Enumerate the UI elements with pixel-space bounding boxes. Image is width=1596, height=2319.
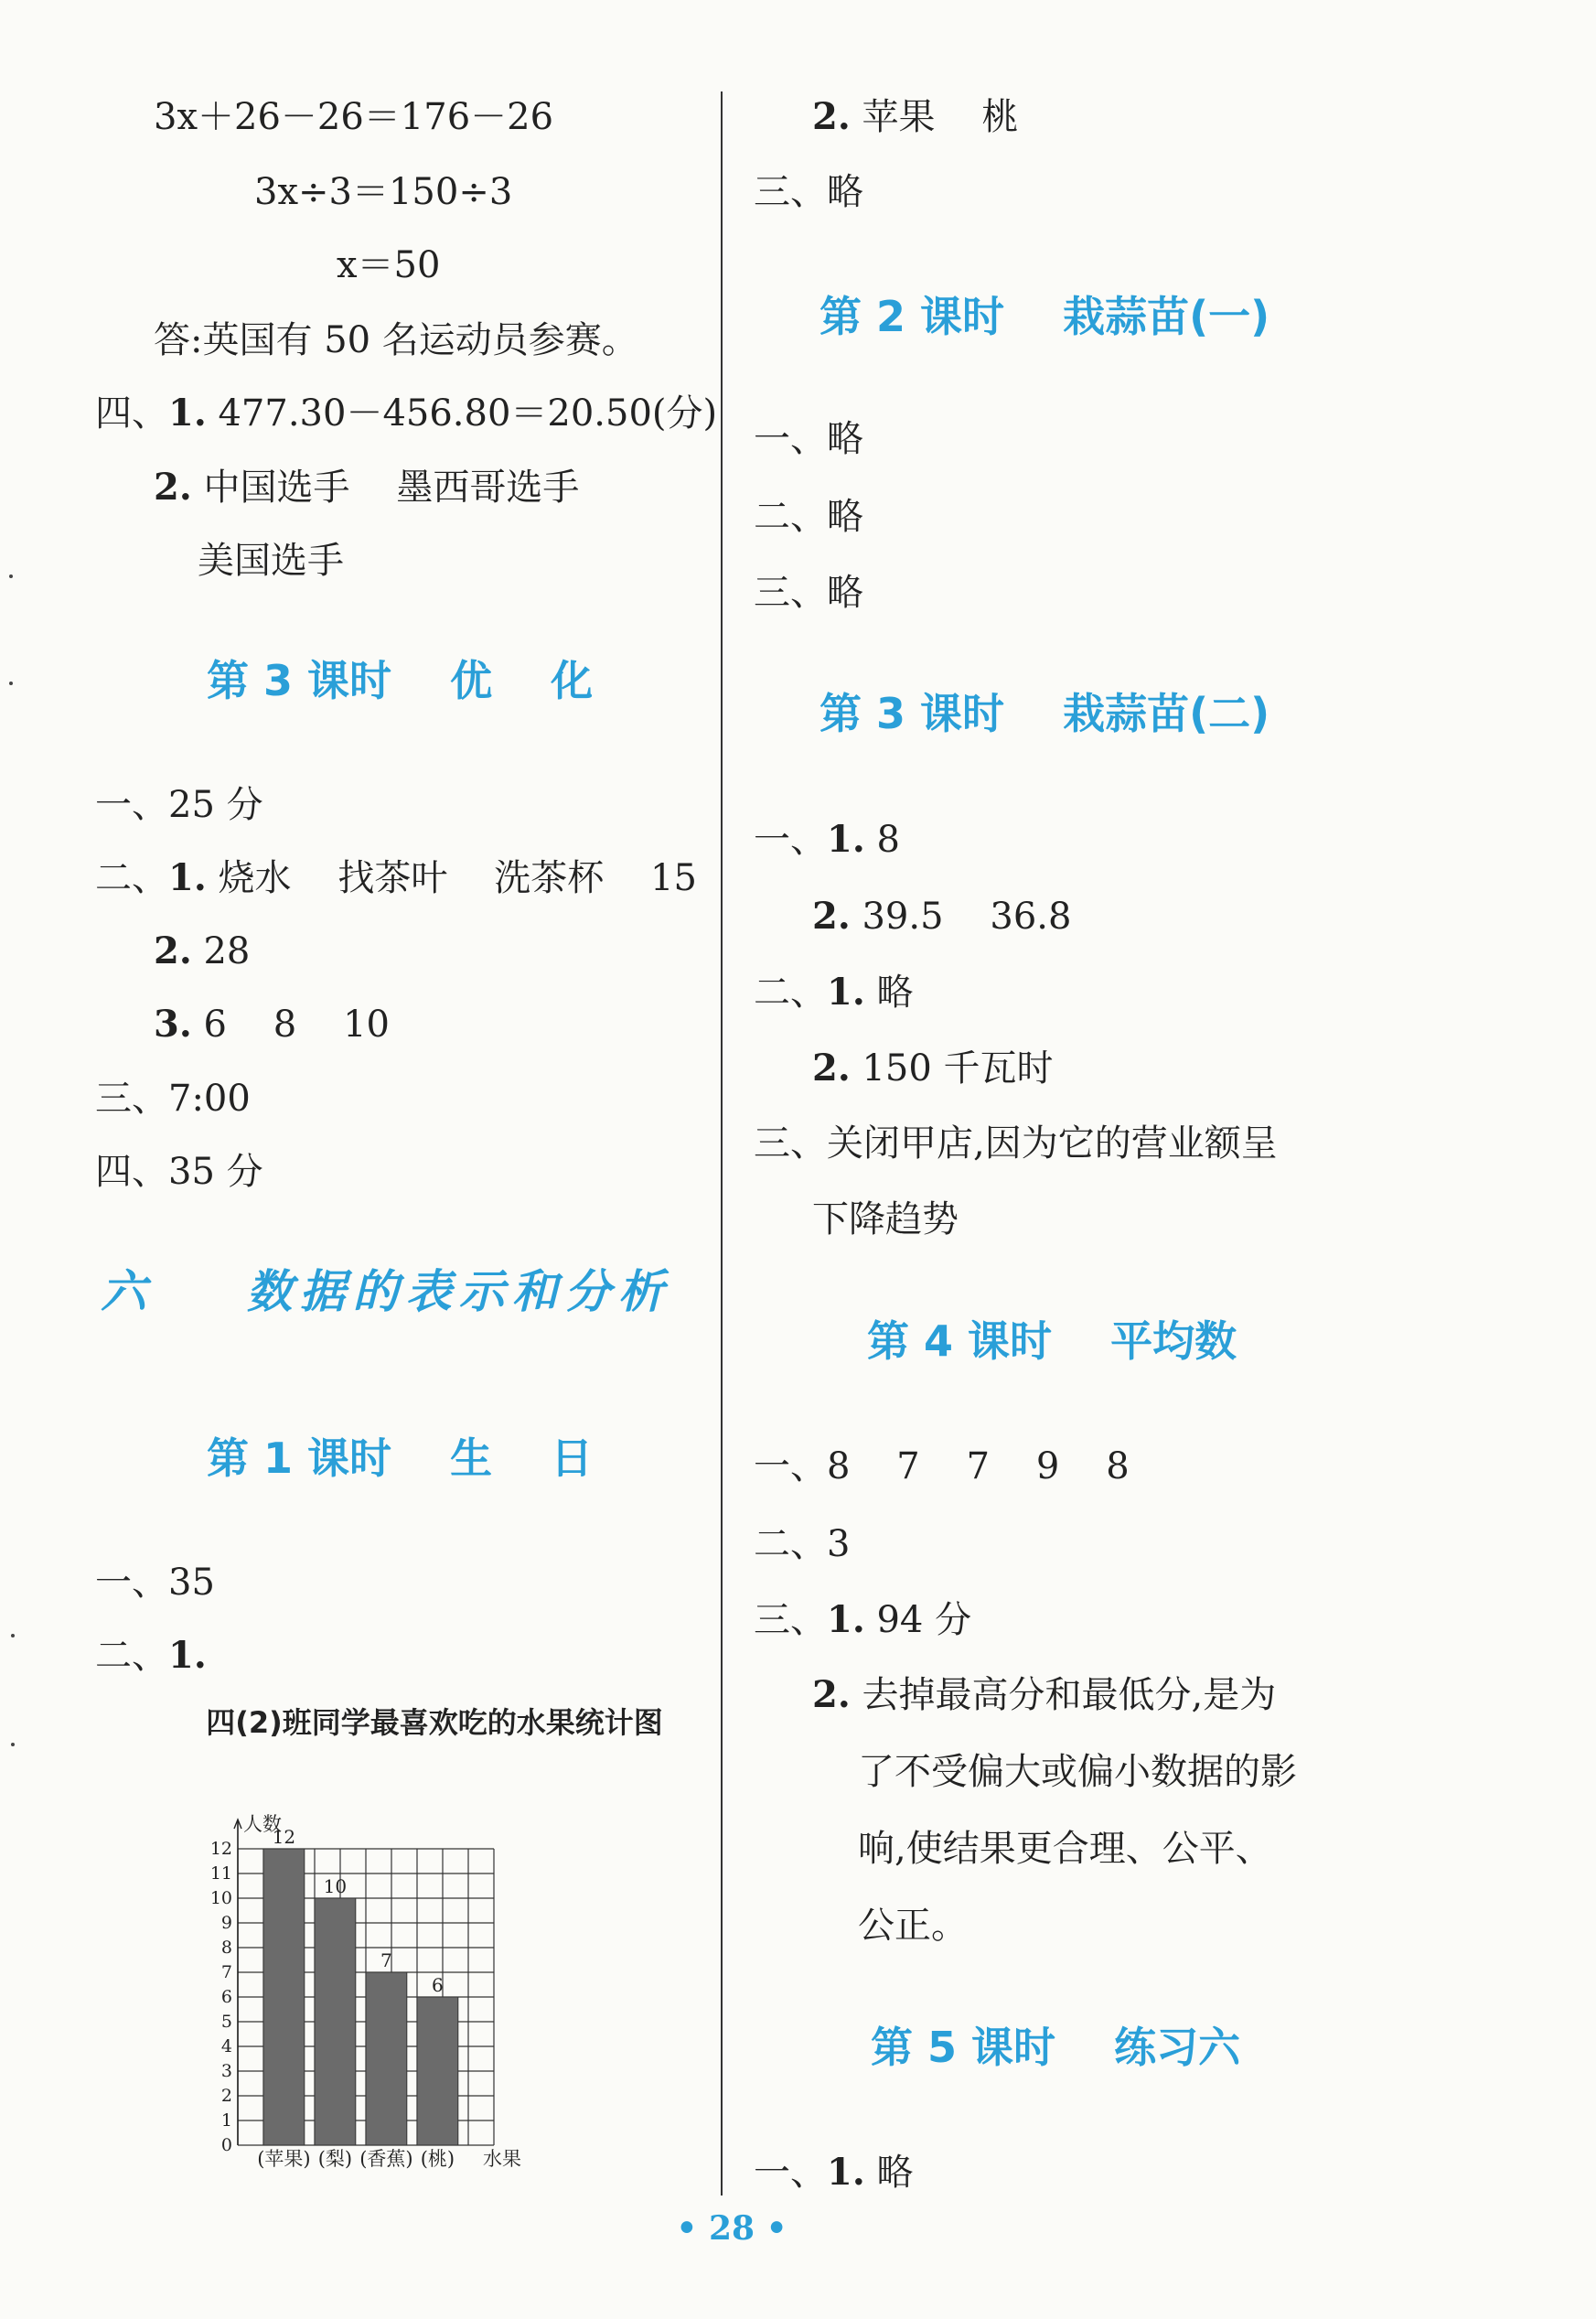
y-tick-label: 7 — [220, 1962, 232, 1982]
bar-chart — [183, 1784, 695, 2177]
equation-1: 3x＋26－26＝176－26 — [154, 96, 554, 138]
item-text: 477.30－456.80＝20.50(分) — [206, 392, 718, 435]
item-number: 2. — [812, 95, 851, 138]
item-text: 94 分 — [864, 1599, 972, 1641]
item-number: 1. — [827, 971, 865, 1014]
y-tick-label: 10 — [209, 1888, 232, 1908]
scan-mark — [9, 574, 13, 578]
l3-answer-4: 四、35 分 — [95, 1151, 263, 1193]
l3-answer-2-1 — [95, 855, 697, 901]
bar-value-label: 10 — [323, 1875, 348, 1897]
item-number: 1. — [168, 392, 207, 435]
y-tick-label: 5 — [220, 2012, 232, 2032]
y-tick-label: 12 — [209, 1839, 232, 1859]
item-prefix: 二、 — [754, 972, 827, 1014]
l2-answer-3: 三、略 — [754, 572, 863, 614]
item-number: 2. — [812, 1673, 851, 1716]
item-number: 1. — [168, 856, 207, 899]
section-6-heading: 六 数据的表示和分析 — [101, 1265, 671, 1318]
bar-value-label: 6 — [432, 1974, 444, 1996]
y-tick-label: 6 — [220, 1987, 232, 2007]
item-prefix: 二、 — [95, 1635, 168, 1677]
l2-answer-1: 一、略 — [754, 418, 863, 460]
item-prefix: 一、 — [754, 2152, 827, 2194]
item-text: 烧水 找茶叶 洗茶杯 15 — [206, 857, 697, 899]
q4-item-2-continued: 美国选手 — [198, 540, 344, 582]
l3-answer-3: 三、7:00 — [95, 1078, 251, 1120]
x-tick-label: (苹果) — [257, 2148, 311, 2170]
bar — [366, 1972, 407, 2145]
l2-answer-2: 二、略 — [754, 496, 863, 538]
l5-answer-1 — [754, 2150, 913, 2196]
item-text: 39.5 36.8 — [850, 896, 1072, 938]
y-tick-label: 11 — [209, 1863, 232, 1884]
item-number: 1. — [827, 2151, 865, 2194]
column-divider — [721, 91, 723, 2196]
item-number: 2. — [154, 466, 192, 509]
bar — [315, 1898, 356, 2145]
item-number: 2. — [812, 895, 851, 938]
item-number: 1. — [827, 1598, 865, 1641]
scan-mark — [11, 1634, 15, 1637]
lesson-5-heading: 第 5 课时 练习六 — [871, 2023, 1241, 2072]
lesson-3-heading: 第 3 课时 优 化 — [207, 656, 594, 705]
l3b-answer-5: 三、关闭甲店,因为它的营业额呈 — [754, 1122, 1278, 1165]
equation-2: 3x÷3＝150÷3 — [254, 171, 513, 213]
l1-answer-2 — [95, 1633, 207, 1679]
y-axis-label: 人数 — [243, 1813, 282, 1835]
bar — [263, 1849, 305, 2145]
item-text: 去掉最高分和最低分,是为 — [850, 1674, 1277, 1716]
l3b-answer-5-continued: 下降趋势 — [812, 1198, 959, 1240]
chart-title: 四(2)班同学最喜欢吃的水果统计图 — [206, 1705, 663, 1740]
l4-answer-3-2-cont-1: 了不受偏大或偏小数据的影 — [858, 1751, 1297, 1793]
x-axis-label: 水果 — [483, 2148, 521, 2170]
y-tick-label: 4 — [220, 2036, 232, 2056]
l4-answer-2: 二、3 — [754, 1523, 851, 1565]
l4-answer-3-2-cont-2: 响,使结果更合理、公平、 — [858, 1828, 1272, 1870]
item-prefix: 二、 — [95, 857, 168, 899]
r-answer-2 — [812, 94, 1018, 140]
y-tick-label: 0 — [220, 2135, 232, 2155]
scan-mark — [11, 1743, 15, 1746]
item-number: 2. — [812, 1047, 851, 1090]
bar — [417, 1997, 458, 2145]
equation-3: x＝50 — [337, 244, 441, 286]
l3b-answer-2 — [812, 894, 1071, 939]
item-prefix: 四、 — [95, 392, 168, 435]
l3b-answer-4 — [812, 1046, 1054, 1091]
lesson-2-heading: 第 2 课时 栽蒜苗(一) — [819, 292, 1270, 341]
item-number: 2. — [154, 929, 192, 972]
lesson-3b-heading: 第 3 课时 栽蒜苗(二) — [819, 689, 1270, 738]
bar-value-label: 7 — [380, 1949, 392, 1971]
item-number: 1. — [827, 818, 865, 861]
x-tick-label: (香蕉) — [359, 2148, 413, 2170]
l4-answer-3-2-cont-3: 公正。 — [858, 1905, 968, 1947]
l1-answer-1: 一、35 — [95, 1562, 215, 1604]
l3b-answer-3 — [754, 970, 913, 1015]
bar-value-label: 12 — [272, 1826, 296, 1848]
y-tick-label: 3 — [220, 2061, 232, 2081]
r-answer-3: 三、略 — [754, 171, 863, 213]
q4-item-1 — [95, 391, 717, 436]
item-text: 中国选手 墨西哥选手 — [191, 467, 580, 509]
item-number: 3. — [154, 1003, 192, 1046]
l3-answer-2-2 — [154, 929, 250, 974]
x-tick-label: (桃) — [420, 2148, 455, 2170]
y-tick-label: 8 — [220, 1938, 232, 1958]
y-tick-label: 9 — [220, 1913, 232, 1933]
item-text: 8 — [864, 819, 900, 861]
item-prefix: 三、 — [754, 1599, 827, 1641]
l4-answer-3-2 — [812, 1672, 1276, 1718]
lesson-4-heading: 第 4 课时 平均数 — [867, 1316, 1237, 1366]
item-text: 苹果 桃 — [850, 96, 1019, 138]
lesson-1-heading: 第 1 课时 生 日 — [207, 1433, 594, 1483]
l3-answer-2-3 — [154, 1002, 390, 1047]
l3b-answer-1 — [754, 817, 900, 863]
page-number: • 28 • — [676, 2209, 787, 2248]
y-tick-label: 2 — [220, 2086, 232, 2106]
item-text: 28 — [191, 930, 251, 972]
l4-answer-3-1 — [754, 1597, 971, 1643]
answer-line: 答:英国有 50 名运动员参赛。 — [154, 319, 638, 361]
l3-answer-1: 一、25 分 — [95, 784, 263, 826]
item-text: 略 — [864, 2152, 914, 2194]
scan-mark — [9, 682, 13, 685]
x-tick-label: (梨) — [317, 2148, 353, 2170]
item-text: 略 — [864, 972, 914, 1014]
item-number: 1. — [168, 1634, 207, 1677]
item-text: 6 8 10 — [191, 1004, 390, 1046]
l4-answer-1: 一、8 7 7 9 8 — [754, 1445, 1130, 1487]
item-text: 150 千瓦时 — [850, 1047, 1054, 1090]
y-tick-label: 1 — [220, 2110, 232, 2131]
item-prefix: 一、 — [754, 819, 827, 861]
q4-item-2 — [154, 465, 579, 510]
